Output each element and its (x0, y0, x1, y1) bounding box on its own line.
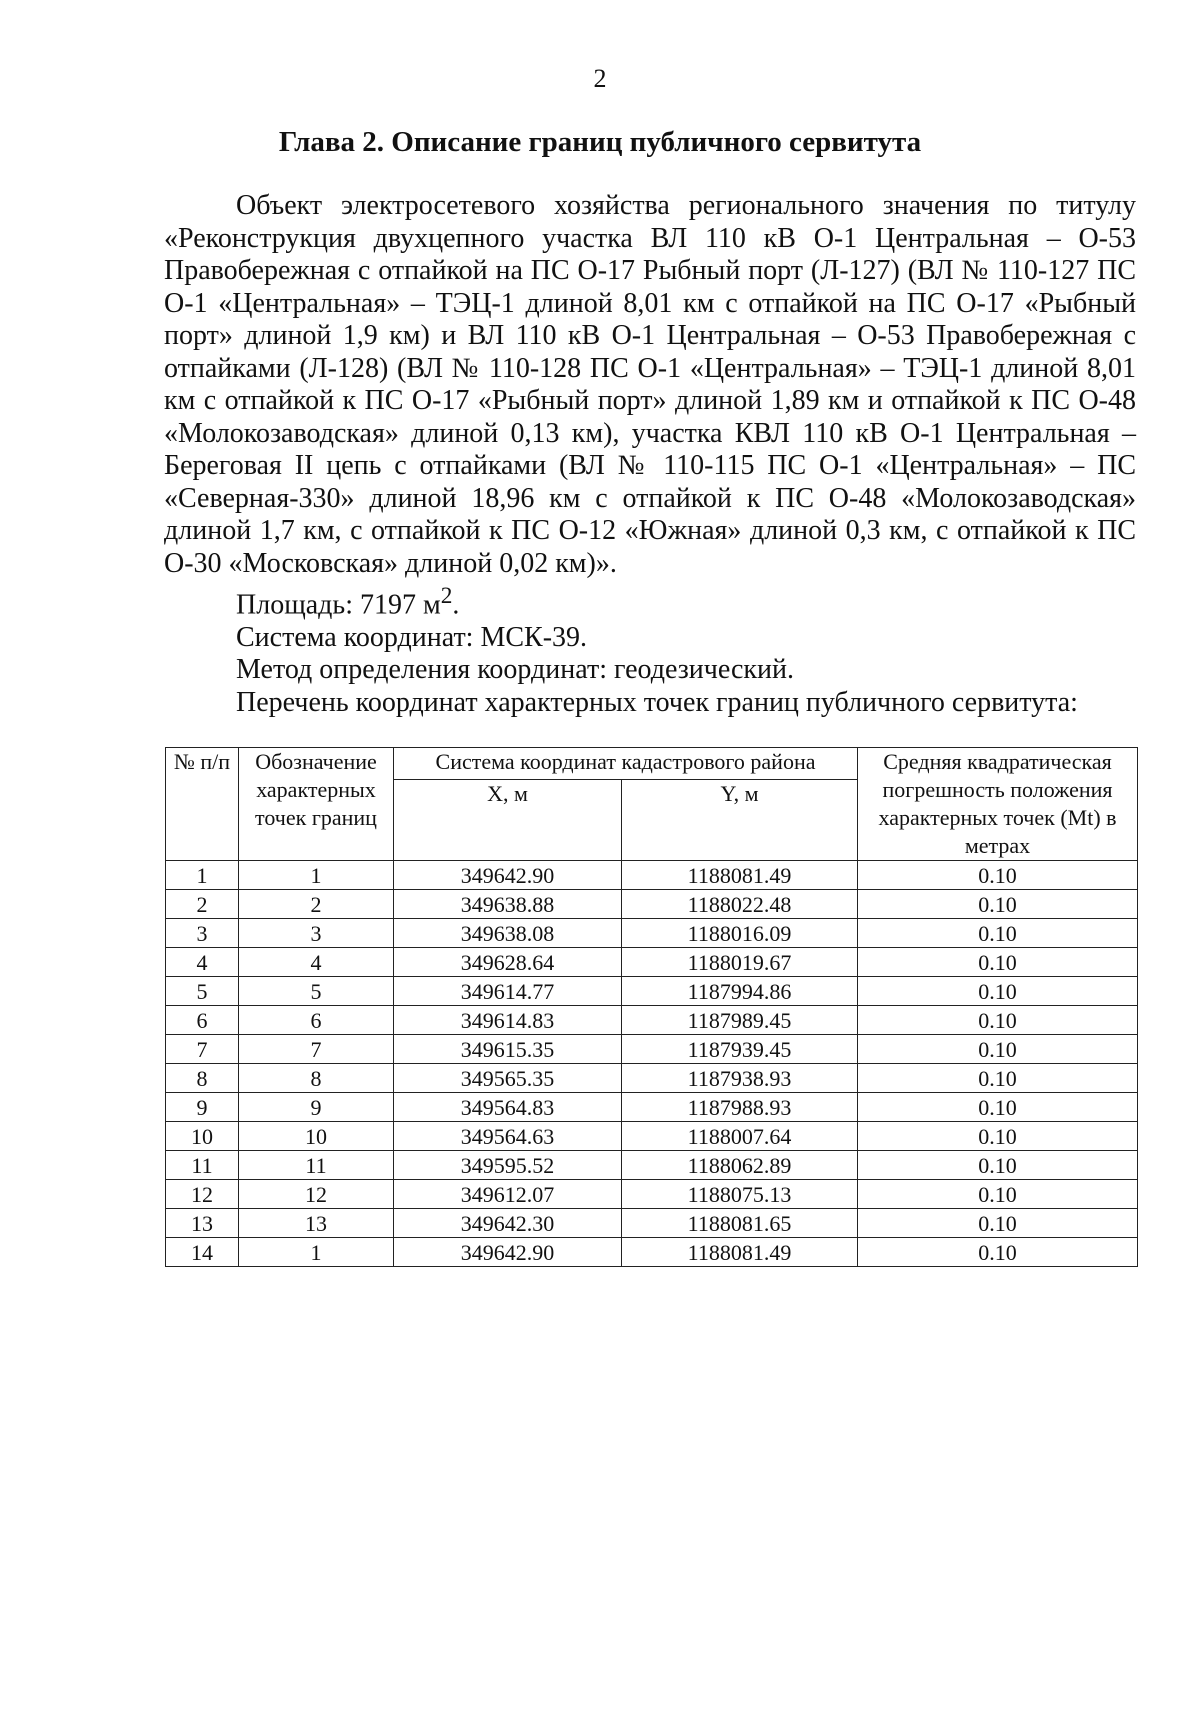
document-body (164, 190, 1136, 719)
cell-num: 4 (166, 948, 239, 977)
table-row (166, 890, 1138, 919)
header-y: Y, м (622, 780, 858, 861)
table-row (166, 1122, 1138, 1151)
cell-y: 1188007.64 (622, 1122, 858, 1151)
table-row (166, 919, 1138, 948)
cell-num: 13 (166, 1209, 239, 1238)
cell-error: 0.10 (858, 1035, 1138, 1064)
cell-num: 5 (166, 977, 239, 1006)
cell-point: 6 (239, 1006, 394, 1035)
cell-point: 7 (239, 1035, 394, 1064)
table-row (166, 977, 1138, 1006)
cell-error: 0.10 (858, 919, 1138, 948)
area-text: Площадь: 7197 м (236, 589, 441, 621)
table-row (166, 1238, 1138, 1267)
area-superscript: 2 (440, 583, 453, 609)
cell-x: 349615.35 (394, 1035, 622, 1064)
cell-num: 11 (166, 1151, 239, 1180)
table-row (166, 1006, 1138, 1035)
cell-point: 11 (239, 1151, 394, 1180)
cell-point: 12 (239, 1180, 394, 1209)
cell-num: 8 (166, 1064, 239, 1093)
list-intro-line: Перечень координат характерных точек границ публичного сервитута: (236, 686, 1078, 718)
cell-y: 1188081.49 (622, 1238, 858, 1267)
cell-error: 0.10 (858, 977, 1138, 1006)
cell-x: 349564.83 (394, 1093, 622, 1122)
cell-num: 14 (166, 1238, 239, 1267)
cell-error: 0.10 (858, 861, 1138, 890)
cell-num: 10 (166, 1122, 239, 1151)
cell-point: 13 (239, 1209, 394, 1238)
coordinate-system-line: Система координат: МСК-39. (236, 621, 588, 653)
method-line: Метод определения координат: геодезический. (236, 654, 794, 686)
table-row (166, 861, 1138, 890)
cell-x: 349564.63 (394, 1122, 622, 1151)
cell-error: 0.10 (858, 1093, 1138, 1122)
page-number: 2 (593, 64, 607, 93)
cell-error: 0.10 (858, 1209, 1138, 1238)
chapter-title: Глава 2. Описание границ публичного сервитута (278, 126, 922, 158)
table-row (166, 1035, 1138, 1064)
cell-x: 349642.30 (394, 1209, 622, 1238)
cell-error: 0.10 (858, 1180, 1138, 1209)
cell-y: 1188019.67 (622, 948, 858, 977)
cell-error: 0.10 (858, 1151, 1138, 1180)
cell-point: 3 (239, 919, 394, 948)
cell-y: 1188081.65 (622, 1209, 858, 1238)
cell-num: 3 (166, 919, 239, 948)
cell-y: 1188022.48 (622, 890, 858, 919)
table-row (166, 1064, 1138, 1093)
table-row (166, 1093, 1138, 1122)
header-error: Средняя квадратическая погрешность положения характерных точек (Mt) в метрах (858, 748, 1138, 861)
cell-y: 1188081.49 (622, 861, 858, 890)
header-coordinate-system: Система координат кадастрового района (394, 748, 858, 780)
cell-point: 10 (239, 1122, 394, 1151)
cell-error: 0.10 (858, 1238, 1138, 1267)
cell-error: 0.10 (858, 1064, 1138, 1093)
cell-point: 1 (239, 861, 394, 890)
object-description: Объект электросетевого хозяйства регионального значения по титулу «Реконструкция двухцепного участка ВЛ 110 кВ О-1 Центральная – О-53 Правобережная с отпайкой на ПС О-17 Рыбный порт (Л-127) (ВЛ № 110-127 ПС О-1 «Центральная» – ТЭЦ-1 длиной 8,01 км с отпайкой на ПС О-17 «Рыбный порт» длиной 1,9 км) и ВЛ 110 кВ О-1 Центральная – О-53 Правобережная с отпайками (Л-128) (ВЛ № 110-128 ПС О-1 «Центральная» – ТЭЦ-1 длиной 8,01 км с отпайкой к ПС О-17 «Рыбный порт» длиной 1,89 км и отпайкой к ПС О-48 «Молокозаводская» длиной 0,13 км), участка КВЛ 110 кВ О-1 Центральная – Береговая II цепь с отпайками (ВЛ № 110-115 ПС О-1 «Центральная» – ПС «Северная-330» длиной 18,96 км с отпайкой к ПС О-48 «Молокозаводская» длиной 1,7 км, с отпайкой к ПС О-12 «Южная» длиной 0,3 км, с отпайкой к ПС О-30 «Московская» длиной 0,02 км)». (164, 190, 1136, 579)
cell-x: 349642.90 (394, 861, 622, 890)
cell-num: 1 (166, 861, 239, 890)
cell-error: 0.10 (858, 890, 1138, 919)
cell-num: 2 (166, 890, 239, 919)
cell-x: 349638.88 (394, 890, 622, 919)
cell-x: 349612.07 (394, 1180, 622, 1209)
cell-num: 7 (166, 1035, 239, 1064)
cell-y: 1188062.89 (622, 1151, 858, 1180)
header-x: X, м (394, 780, 622, 861)
cell-x: 349614.77 (394, 977, 622, 1006)
cell-x: 349595.52 (394, 1151, 622, 1180)
table-body (166, 861, 1138, 1267)
cell-x: 349565.35 (394, 1064, 622, 1093)
table-header-row (166, 748, 1138, 780)
table-row (166, 1151, 1138, 1180)
cell-x: 349642.90 (394, 1238, 622, 1267)
cell-point: 8 (239, 1064, 394, 1093)
coordinates-table (165, 747, 1138, 1267)
cell-y: 1187988.93 (622, 1093, 858, 1122)
cell-num: 12 (166, 1180, 239, 1209)
header-designation: Обозначение характерных точек границ (239, 748, 394, 861)
table-row (166, 948, 1138, 977)
cell-error: 0.10 (858, 1006, 1138, 1035)
cell-x: 349628.64 (394, 948, 622, 977)
cell-x: 349638.08 (394, 919, 622, 948)
cell-num: 9 (166, 1093, 239, 1122)
cell-num: 6 (166, 1006, 239, 1035)
cell-y: 1187989.45 (622, 1006, 858, 1035)
cell-point: 4 (239, 948, 394, 977)
cell-y: 1187994.86 (622, 977, 858, 1006)
area-suffix: . (452, 589, 460, 621)
cell-point: 1 (239, 1238, 394, 1267)
cell-y: 1188016.09 (622, 919, 858, 948)
cell-y: 1187938.93 (622, 1064, 858, 1093)
area-line (164, 580, 1136, 622)
cell-point: 5 (239, 977, 394, 1006)
cell-y: 1187939.45 (622, 1035, 858, 1064)
cell-point: 2 (239, 890, 394, 919)
cell-point: 9 (239, 1093, 394, 1122)
header-num: № п/п (166, 748, 239, 861)
cell-x: 349614.83 (394, 1006, 622, 1035)
table-row (166, 1209, 1138, 1238)
table-row (166, 1180, 1138, 1209)
cell-error: 0.10 (858, 1122, 1138, 1151)
cell-error: 0.10 (858, 948, 1138, 977)
cell-y: 1188075.13 (622, 1180, 858, 1209)
